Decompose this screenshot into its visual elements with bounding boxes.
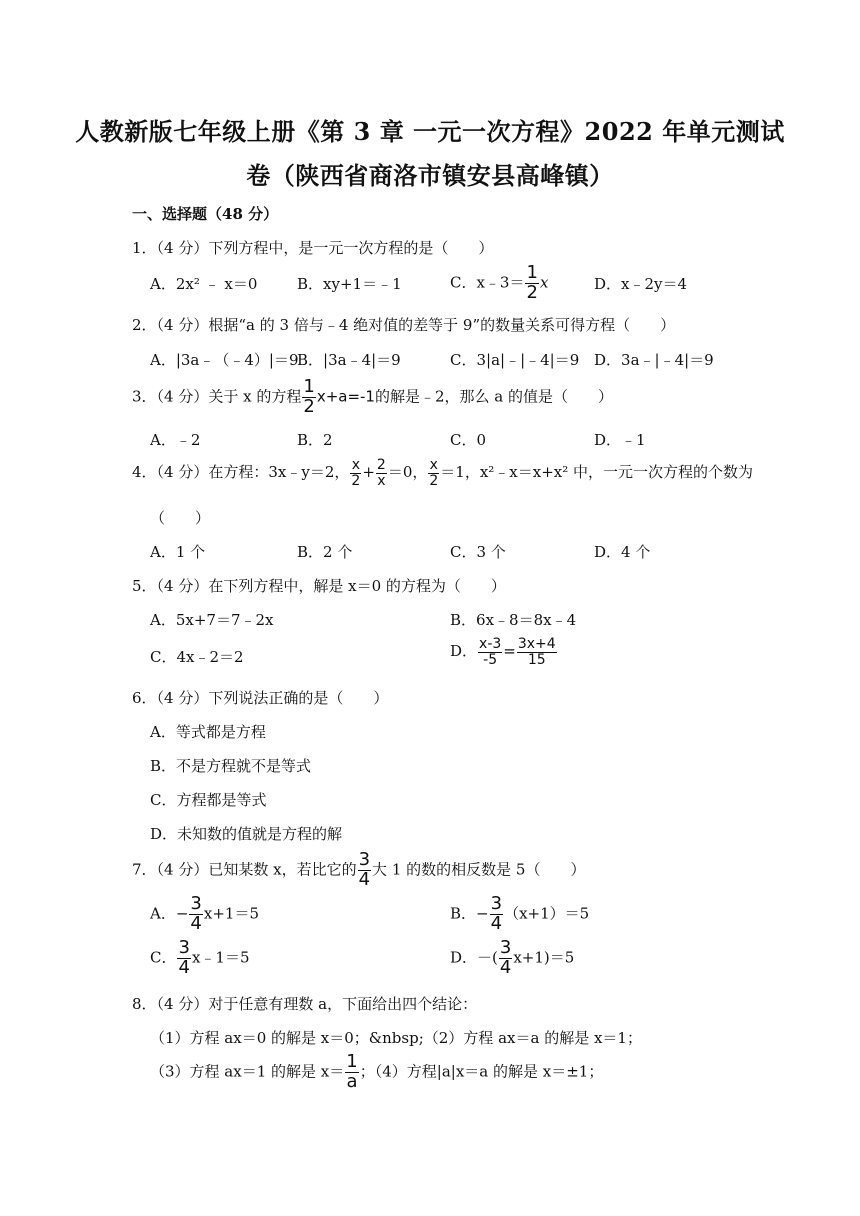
- question-5-stem: 5．（4 分）在下列方程中，解是 x＝0 的方程为（ ）: [132, 577, 506, 595]
- q4-mid: ＝0，: [387, 463, 428, 482]
- question-3-stem: [132, 378, 613, 417]
- q5-equals: =: [503, 642, 516, 661]
- q7-option-c: [150, 939, 249, 978]
- q7-option-a: [150, 895, 259, 934]
- q5-option-d-pre: D．: [450, 642, 478, 661]
- q6-option-d: D．未知数的值就是方程的解: [150, 825, 343, 843]
- exam-title-line1: 人教新版七年级上册《第 3 章 一元一次方程》2022 年单元测试: [75, 117, 785, 146]
- q4-stem-pre: 4．（4 分）在方程：3x﹣y＝2，: [132, 463, 350, 482]
- q3-option-b: B．2: [297, 431, 333, 449]
- q1-option-c-post: x: [539, 273, 549, 292]
- question-2-stem: 2．（4 分）根据“a 的 3 倍与﹣4 绝对值的差等于 9”的数量关系可得方程（ ）: [132, 316, 676, 334]
- q7-option-a-fraction: [189, 895, 202, 934]
- q8-l2-pre: （3）方程 ax＝1 的解是 x＝: [150, 1062, 345, 1081]
- fraction-numerator: 3: [490, 893, 503, 914]
- q1-option-a: A．2x² ﹣ x＝0: [150, 275, 258, 293]
- q7-stem-pre: 7．（4 分）已知某数 x，若比它的: [132, 860, 357, 879]
- q4-fraction-2: [376, 458, 387, 488]
- fraction-denominator: x: [377, 472, 386, 489]
- fraction-denominator: 4: [178, 956, 190, 978]
- q6-option-c: C．方程都是等式: [150, 791, 267, 809]
- fraction-numerator: 3: [178, 937, 190, 958]
- fraction-numerator: 3: [358, 849, 371, 870]
- q7-option-b-post: （x+1）＝5: [504, 904, 590, 923]
- fraction-denominator: 15: [527, 651, 546, 668]
- q3-option-a: A．﹣2: [150, 431, 201, 449]
- q3-stem-pre: 3．（4 分）关于 x 的方程: [132, 387, 302, 406]
- q1-option-c: [450, 264, 548, 303]
- fraction-numerator: 2: [376, 457, 386, 473]
- q4-plus: +: [362, 463, 375, 482]
- fraction-numerator: 1: [303, 376, 315, 397]
- fraction-numerator: 1: [526, 262, 538, 283]
- q4-option-d: D．4 个: [594, 543, 651, 561]
- q7-option-c-fraction: [177, 939, 190, 978]
- q7-option-b: [450, 895, 589, 934]
- question-7-stem: [132, 851, 585, 890]
- q3-equation: x+a=-1: [316, 387, 375, 406]
- q7-option-d-post: ＝5: [549, 948, 575, 967]
- q2-option-d: D．3a﹣|﹣4|＝9: [594, 351, 714, 369]
- q7-option-a-post: x+1＝5: [203, 904, 259, 923]
- q3-stem-post: 的解是﹣2，那么 a 的值是（ ）: [374, 387, 614, 406]
- q8-statements-3-4: [150, 1053, 603, 1092]
- q4-fraction-1: [350, 458, 361, 488]
- q7-option-b-fraction: [490, 895, 503, 934]
- fraction-denominator: 2: [526, 281, 538, 303]
- fraction-denominator: 4: [490, 912, 503, 934]
- fraction-denominator: 2: [351, 472, 361, 489]
- q6-option-b: B．不是方程就不是等式: [150, 757, 312, 775]
- q8-fraction: [345, 1053, 358, 1092]
- q7-option-d-close: x+1): [513, 948, 550, 967]
- q7-option-b-pre: B．: [450, 904, 477, 923]
- q7-option-d-pre: D．: [450, 948, 478, 967]
- fraction-denominator: 4: [190, 912, 202, 934]
- fraction-numerator: 3x+4: [517, 636, 556, 652]
- fraction-denominator: -5: [483, 651, 498, 668]
- q4-option-b: B．2 个: [297, 543, 353, 561]
- q5-option-a: A．5x+7＝7﹣2x: [150, 611, 274, 629]
- fraction-numerator: x: [351, 457, 360, 473]
- q7-fraction: [358, 851, 371, 890]
- q3-fraction: [302, 378, 315, 417]
- q2-option-b: B．|3a﹣4|＝9: [297, 351, 401, 369]
- question-4-stem: [132, 458, 753, 488]
- q4-answer-paren: （ ）: [150, 509, 211, 527]
- q4-option-a: A．1 个: [150, 543, 206, 561]
- q8-l2-post: ；（4）方程|a|x＝a 的解是 x＝±1；: [359, 1062, 604, 1081]
- fraction-denominator: 4: [358, 868, 371, 890]
- q6-option-a: A．等式都是方程: [150, 723, 266, 741]
- q3-option-d: D．﹣1: [594, 431, 646, 449]
- q5-option-b: B．6x﹣8＝8x﹣4: [450, 611, 577, 629]
- q1-option-d: D．x﹣2y＝4: [594, 275, 688, 293]
- q2-option-c: C．3|a|﹣|﹣4|＝9: [450, 351, 580, 369]
- section-heading: 一、选择题（48 分）: [132, 205, 279, 223]
- exam-title-line2: 卷（陕西省商洛市镇安县高峰镇）: [246, 161, 614, 190]
- q7-option-c-pre: C．: [150, 948, 177, 967]
- fraction-numerator: 1: [346, 1051, 358, 1072]
- fraction-denominator: 4: [499, 956, 512, 978]
- q4-stem-post: ＝1，x²﹣x＝x+x² 中，一元一次方程的个数为: [440, 463, 754, 482]
- fraction-numerator: 3: [499, 937, 512, 958]
- fraction-denominator: a: [346, 1070, 358, 1092]
- q7-option-d-open: －(: [477, 948, 498, 967]
- q1-option-c-fraction: [525, 264, 538, 303]
- fraction-numerator: x-3: [479, 636, 502, 652]
- q1-option-b: B．xy+1＝﹣1: [297, 275, 402, 293]
- q7-option-d: [450, 939, 574, 978]
- q3-option-c: C．0: [450, 431, 487, 449]
- q1-option-c-pre: C．x﹣3＝: [450, 273, 525, 292]
- fraction-denominator: 2: [429, 472, 439, 489]
- q7-option-c-post: x﹣1＝5: [191, 948, 250, 967]
- q8-statements-1-2: （1）方程 ax＝0 的解是 x＝0；&nbsp;（2）方程 ax＝a 的解是 x＝1；: [150, 1029, 642, 1047]
- q7-option-b-sign: −: [476, 904, 489, 923]
- fraction-numerator: 3: [190, 893, 202, 914]
- q5-fraction-left: [478, 637, 502, 667]
- question-1-stem: 1．（4 分）下列方程中，是一元一次方程的是（ ）: [132, 239, 494, 257]
- q5-option-c: C．4x﹣2＝2: [150, 648, 244, 666]
- fraction-numerator: x: [429, 457, 438, 473]
- q4-option-c: C．3 个: [450, 543, 506, 561]
- q4-fraction-3: [428, 458, 439, 488]
- q5-option-d: [450, 637, 558, 667]
- q5-fraction-right: [517, 637, 557, 667]
- question-8-stem: 8．（4 分）对于任意有理数 a，下面给出四个结论：: [132, 995, 478, 1013]
- q7-option-a-pre: A．: [150, 904, 176, 923]
- q7-stem-post: 大 1 的数的相反数是 5（ ）: [372, 860, 586, 879]
- q7-option-a-sign: −: [175, 904, 189, 923]
- question-6-stem: 6．（4 分）下列说法正确的是（ ）: [132, 689, 389, 707]
- q2-option-a: A．|3a﹣（﹣4）|＝9: [150, 351, 299, 369]
- q7-option-d-fraction: [499, 939, 512, 978]
- fraction-denominator: 2: [303, 395, 315, 417]
